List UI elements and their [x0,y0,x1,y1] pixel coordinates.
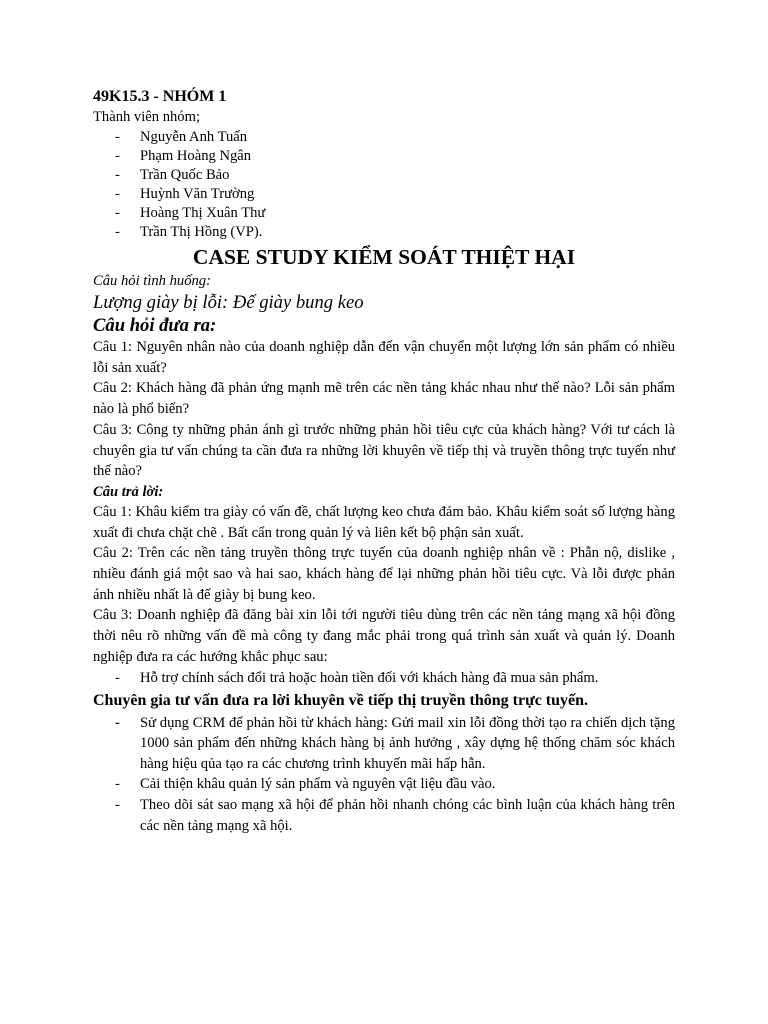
member-name: Trần Quốc Bảo [140,166,230,183]
group-title: 49K15.3 - NHÓM 1 [93,88,227,105]
member-list [93,128,675,242]
document-page [93,86,675,836]
dash-bullet-icon: - [115,776,120,793]
advice-text: Theo dõi sát sao mạng xã hội để phản hồi nhanh chóng các bình luận của khách hàng trên các nền tảng mạng xã hội. [140,796,675,834]
member-item [93,128,675,147]
member-item [93,204,675,223]
answer-3: Câu 3: Doanh nghiệp đã đăng bài xin lỗi tới người tiêu dùng trên các nền tảng mạng xã hội đồng thời nêu rõ những vấn đề mà công ty đang mắc phải trong quá trình sản xuất và quản lý. Doanh nghiệp đưa ra các hướng khắc phục sau: [93,607,675,665]
remedy-list [93,668,675,688]
advice-item [93,795,675,836]
member-name: Huỳnh Văn Trường [140,185,255,202]
dash-bullet-icon: - [115,669,120,686]
member-name: Phạm Hoàng Ngân [140,147,252,164]
case-title: CASE STUDY KIỂM SOÁT THIỆT HẠI [192,244,576,269]
remedy-item [93,668,675,688]
dash-bullet-icon: - [115,185,120,202]
member-item [93,185,675,204]
dash-bullet-icon: - [115,166,120,183]
advice-list [93,713,675,837]
question-1: Câu 1: Nguyên nhân nào của doanh nghiệp dẫn đến vận chuyển một lượng lớn sản phẩm có nhiều lỗi sản xuất? [93,339,675,376]
members-label: Thành viên nhóm; [93,109,201,125]
answer-2: Câu 2: Trên các nền tảng truyền thông trực tuyến của doanh nghiệp nhân về : Phẫn nộ, dislike , nhiều đánh giá một sao và hai sao, khách hàng để lại những phản hồi tiêu cực. Và lỗi được phản ánh nhiều nhất là đế giày bị bung keo. [93,545,675,603]
dash-bullet-icon: - [115,714,120,731]
advice-item [93,774,675,795]
remedy-text: Hỗ trợ chính sách đổi trả hoặc hoàn tiền đối với khách hàng đã mua sản phẩm. [140,669,599,686]
advice-item [93,713,675,775]
advice-text: Cải thiện khâu quản lý sản phẩm và nguyên vật liệu đầu vào. [140,776,496,793]
member-name: Trần Thị Hồng (VP). [140,223,263,240]
dash-bullet-icon: - [115,204,120,221]
situation-text: Lượng giày bị lỗi: Đế giày bung keo [93,292,364,313]
member-name: Hoàng Thị Xuân Thư [140,204,266,221]
member-item [93,147,675,166]
questions-label: Câu hỏi đưa ra: [93,315,217,336]
dash-bullet-icon: - [115,147,120,164]
dash-bullet-icon: - [115,128,120,145]
situation-label: Câu hỏi tình huống: [93,272,211,289]
dash-bullet-icon: - [115,796,120,813]
question-2: Câu 2: Khách hàng đã phản ứng mạnh mẽ trên các nền tảng khác nhau như thế nào? Lỗi sản phẩm nào là phổ biến? [93,380,675,418]
answers-label: Câu trả lời: [93,483,164,500]
member-name: Nguyễn Anh Tuấn [140,128,248,145]
advice-heading: Chuyên gia tư vấn đưa ra lời khuyên về tiếp thị truyền thông trực tuyến. [93,691,589,709]
dash-bullet-icon: - [115,223,120,240]
member-item [93,166,675,185]
member-item [93,223,675,242]
answer-1: Câu 1: Khâu kiểm tra giày có vấn đề, chất lượng keo chưa đảm bảo. Khâu kiểm soát số lượng hàng xuất đi chưa chặt chẽ . Bất cẩn trong quản lý và liên kết bộ phận sản xuất. [93,503,675,541]
question-3: Câu 3: Công ty những phản ánh gì trước những phản hồi tiêu cực của khách hàng? Với tư cách là chuyên gia tư vấn chúng ta cần đưa ra những lời khuyên về tiếp thị và truyền thông trực tuyến như thế nào? [93,421,675,480]
advice-text: Sử dụng CRM để phản hồi từ khách hàng: Gửi mail xin lỗi đồng thời tạo ra chiến dịch tặng 1000 sản phẩm đến những khách hàng bị ảnh hưởng , xây dựng hệ thống chăm sóc khách hàng hiệu qủa tạo ra các chương trình khuyến mãi hấp hẫn. [140,714,675,772]
